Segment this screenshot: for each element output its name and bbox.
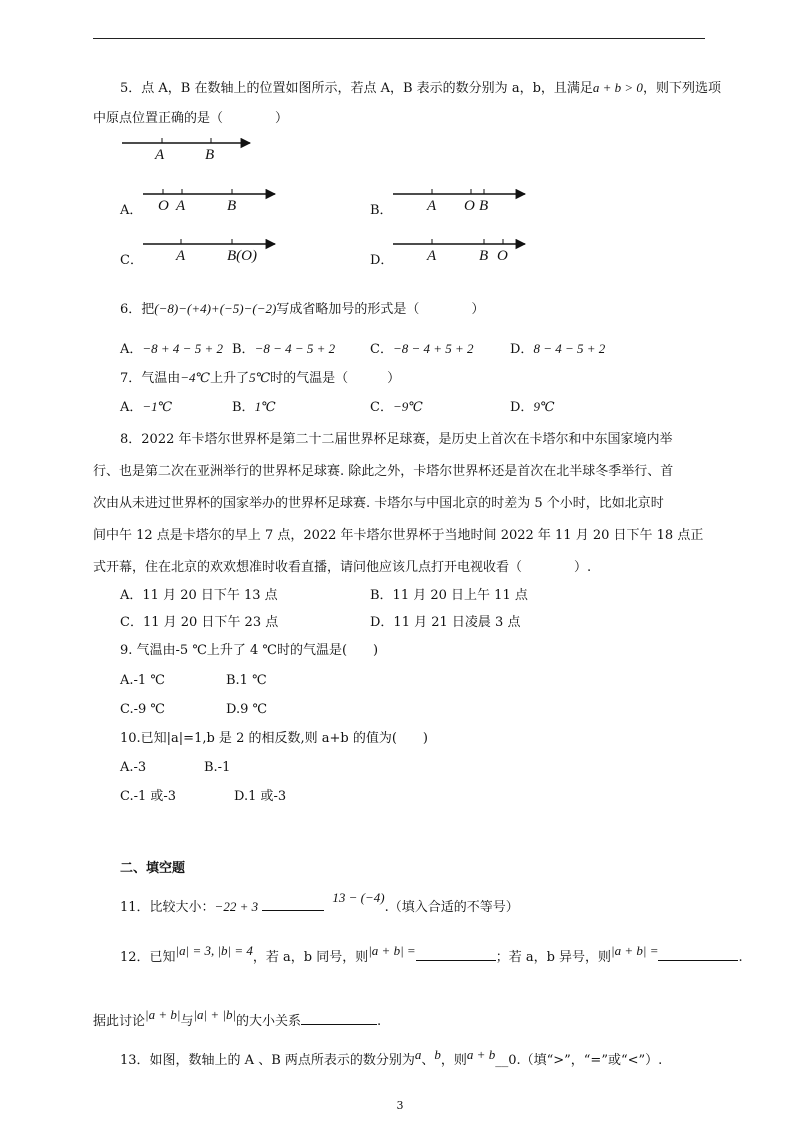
q10-option-b: B.-1 [204,760,231,775]
q8-option-b: B．11 月 20 日上午 11 点 [370,588,528,603]
q5-line2: 中原点位置正确的是（ ） [93,111,289,126]
q5-b-mark-3: B [479,198,489,214]
q10-option-d: D.1 或-3 [234,789,287,804]
q10-option-c: C.-1 或-3 [120,789,177,804]
q5-main-label-b: B [205,147,215,163]
q5-main-label-a: A [155,147,165,163]
q11-stem: 11．比较大小：−22 + 3 13 − (−4).（填入合适的不等号） [120,890,519,915]
q5-condition: a + b > 0 [592,80,643,95]
q6-stem: 6．把(−8)−(+4)+(−5)−(−2)写成省略加号的形式是（ ） [120,301,485,317]
q5-c-mark-2: B(O) [227,248,257,264]
q5-option-c-label: C． [120,253,143,268]
q5-d-mark-2: B [479,248,489,264]
q6-option-a: A．−8 + 4 − 5 + 2 [120,341,223,357]
q5-d-mark-1: A [427,248,437,264]
page-number: 3 [396,1099,404,1112]
q5-option-a-number-line [143,189,275,214]
q8-option-d: D．11 月 21 日凌晨 3 点 [370,615,521,630]
q5-option-b-label: B． [370,203,393,218]
q5-option-c-number-line [143,239,275,264]
q5-option-d-number-line [393,239,525,264]
q6-option-c: C．−8 − 4 + 5 + 2 [370,341,474,357]
q5-option-d-label: D． [370,253,394,268]
q7-stem: 7．气温由−4℃上升了5℃时的气温是（ ） [120,370,401,386]
q9-option-d: D.9 ℃ [226,702,268,717]
q5-line1: 5．点 A，B 在数轴上的位置如图所示，若点 A，B 表示的数分别为 a，b，且满足a + b > 0，则下列选项 [120,80,721,96]
q7-option-d: D．9℃ [510,399,555,415]
q8-line-5: 式开幕，住在北京的欢欢想准时收看直播，请问他应该几点打开电视收看（ ）. [93,560,592,575]
q6-option-b: B．−8 − 4 − 5 + 2 [232,341,336,357]
q5-c-mark-1: A [176,248,186,264]
q10-stem: 10.已知|a|=1,b 是 2 的相反数,则 a+b 的值为( ) [120,731,428,746]
q12-stem: 12．已知|a| = 3, |b| = 4，若 a，b 同号，则|a + b| = ；若 a，b 异号，则|a + b| = . [120,943,743,965]
q9-option-c: C.-9 ℃ [120,702,165,717]
q8-option-c: C．11 月 20 日下午 23 点 [120,615,279,630]
q11-answer-blank[interactable] [262,898,324,911]
q7-option-a: A．−1℃ [120,399,173,415]
q12-discussion: 据此讨论|a + b|与|a| + |b|的大小关系 . [93,1007,382,1029]
q5-option-a-label: A． [120,203,143,218]
q8-line-1: 8．2022 年卡塔尔世界杯是第二十二届世界杯足球赛，是历史上首次在卡塔尔和中东国家境内举 [120,432,673,447]
q5-a-mark-1: O [158,198,169,214]
q5-option-b-number-line [393,189,525,214]
q12-relation-blank[interactable] [301,1012,377,1025]
q5-a-mark-2: A [176,198,186,214]
section-heading: 二、填空题 [120,861,186,876]
q5-a-mark-3: B [227,198,237,214]
q7-option-c: C．−9℃ [370,399,423,415]
q5-b-mark-1: A [427,198,437,214]
q8-option-a: A．11 月 20 日下午 13 点 [120,588,278,603]
q7-option-b: B．1℃ [232,399,276,415]
q9-stem: 9. 气温由-5 ℃上升了 4 ℃时的气温是( ) [120,643,379,658]
q8-line-4: 间中午 12 点是卡塔尔的早上 7 点，2022 年卡塔尔世界杯于当地时间 2022 年 11 月 20 日下午 18 点正 [93,528,704,543]
q5-b-mark-2: O [464,198,475,214]
q8-line-2: 行、也是第二次在亚洲举行的世界杯足球赛. 除此之外，卡塔尔世界杯还是首次在北半球冬季举行、首 [93,464,674,479]
q12-same-sign-blank[interactable] [416,948,496,961]
q9-option-b: B.1 ℃ [226,673,267,688]
q6-expression: (−8)−(+4)+(−5)−(−2) [154,301,277,316]
q10-option-a: A.-3 [120,760,147,775]
q8-line-3: 次由从未进过世界杯的国家举办的世界杯足球赛. 卡塔尔与中国北京的时差为 5 个小时，比如北京时 [93,496,664,511]
q9-option-a: A.-1 ℃ [120,673,165,688]
q5-d-mark-3: O [497,248,508,264]
q5-main-number-line [122,138,250,163]
q6-option-d: D．8 − 4 − 5 + 2 [510,341,606,357]
q13-stem: 13．如图，数轴上的 A 、B 两点所表示的数分别为a、b，则a + b__0.（填“>”，“=”或“<”）. [120,1047,663,1068]
q12-opposite-sign-blank[interactable] [658,948,738,961]
